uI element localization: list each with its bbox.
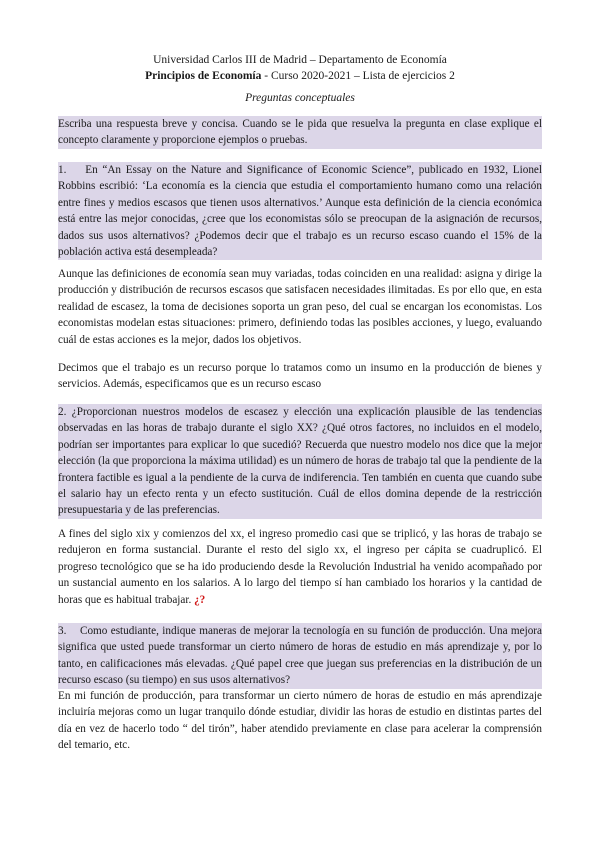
answer-1-paragraph-2: Decimos que el trabajo es un recurso porque lo tratamos como un insumo en la producción de bienes y servicios. Además, especificamos que es un recurso escaso [58, 362, 542, 391]
instructions-text: Escriba una respuesta breve y concisa. Cuando se le pida que resuelva la pregunta en clase explique el concepto claramente y proporcione ejemplos o pruebas. [58, 116, 542, 149]
question-2: 2. ¿Proporcionan nuestros modelos de escasez y elección una explicación plausible de las tendencias observadas en las horas de trabajo durante el siglo XX? ¿Qué otros factores, no incluidos en el modelo, podrían ser importantes para explicar lo que sucedió? Recuerda que nuestro modelo nos dice que la mejor elección (la que proporciona la máxima utilidad) es un número de horas de trabajo tal que la pendiente de la frontera factible es igual a la pendiente de la curva de indiferencia. Ten también en cuenta que cuando sube el salario hay un efecto renta y un efecto sustitución. Cuál de ellos domina depende de la restricción presupuestaria y de las preferencias. [58, 404, 542, 519]
question-3: 3. Como estudiante, indique maneras de mejorar la tecnología en su función de producción. Una mejora significa que usted puede transformar un cierto número de horas de estudio en más aprendizaje y, por lo tanto, en calificaciones más elevadas. ¿Qué papel cree que juegan sus preferencias en la distribución de un recurso escaso (su tiempo) en sus usos alternativos? [58, 623, 542, 689]
course-name: Principios de Economía [145, 70, 262, 82]
section-subtitle: Preguntas conceptuales [245, 92, 355, 104]
question-1: 1. En “An Essay on the Nature and Significance of Economic Science”, publicado en 1932, Lionel Robbins escribió: ‘La economía es la ciencia que estudia el comportamiento humano como una relación entre fines y medios escasos que tienen usos alternativos.’ Aunque esta definición de la ciencia económica está entre las mejor conocidas, ¿cree que los economistas sólo se preocupan de la asignación de recursos, dados sus usos alternativos? ¿Podemos decir que el trabajo es un recurso escaso cuando el 15% de la población activa está desempleada? [58, 162, 542, 260]
answer-3: En mi función de producción, para transformar un cierto número de horas de estudio en más aprendizaje incluiría mejoras como un lugar tranquilo dónde estudiar, dividir las horas de estudio en distintas partes del día en vez de hacerlo todo “ del tirón”, haber atendido previamente en clase para acelerar la comprensión del temario, etc. [58, 690, 542, 752]
university-line: Universidad Carlos III de Madrid – Departamento de Economía [153, 54, 447, 66]
document-header [0, 52, 600, 84]
course-line [0, 68, 600, 84]
answer-2 [58, 526, 542, 608]
answer-2-text: A fines del siglo xix y comienzos del xx, el ingreso promedio casi que se triplicó, y las horas de trabajo se redujeron en forma sustancial. Durante el resto del siglo xx, el ingreso per cápita se cuadruplicó. El progreso tecnológico que se ha ido produciendo desde la Revolución Industrial ha venido acompañado por un sustancial aumento en los salarios. A lo largo del tiempo sí han cambiado los horarios y la cantidad de horas que es habitual trabajar. [58, 528, 542, 606]
course-details: - Curso 2020-2021 – Lista de ejercicios 2 [261, 70, 455, 82]
answer-1-paragraph-1: Aunque las definiciones de economía sean muy variadas, todas coinciden en una realidad: asigna y dirige la producción y distribución de recursos escasos que satisfacen necesidades ilimitadas. Es por ello que, en esta realidad de escasez, la toma de decisiones soporta un gran peso, del cual se encargan los economistas. Los economistas modelan estas situaciones: primero, definiendo todas las posibles acciones, y luego, evaluando cuál de estas acciones es la mejor, dados los objetivos. [58, 268, 542, 346]
answer-2-mark: ¿? [194, 593, 206, 606]
